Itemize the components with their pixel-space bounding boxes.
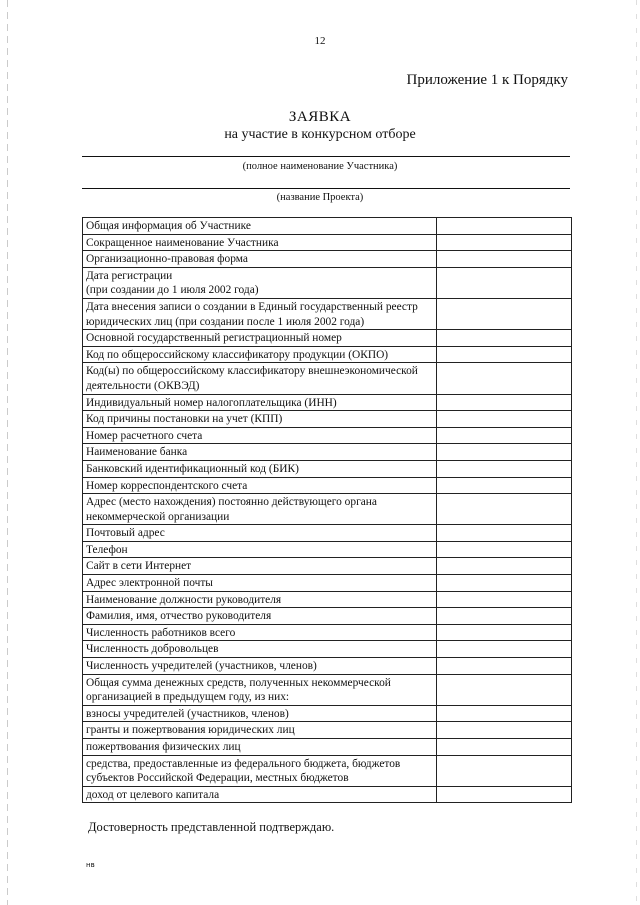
page-number: 12 <box>314 35 326 47</box>
row-label: Код причины постановки на учет (КПП) <box>83 411 437 428</box>
participant-info-table <box>82 217 572 803</box>
participant-name-line <box>82 156 570 157</box>
row-value-cell[interactable] <box>437 755 572 786</box>
row-value-cell[interactable] <box>437 558 572 575</box>
row-label: Фамилия, имя, отчество руководителя <box>83 608 437 625</box>
table-row <box>83 218 572 235</box>
row-value-cell[interactable] <box>437 363 572 394</box>
row-value-cell[interactable] <box>437 330 572 347</box>
table-row <box>83 608 572 625</box>
row-value-cell[interactable] <box>437 525 572 542</box>
row-value-cell[interactable] <box>437 722 572 739</box>
table-row <box>83 494 572 525</box>
row-value-cell[interactable] <box>437 624 572 641</box>
row-value-cell[interactable] <box>437 608 572 625</box>
row-label: Индивидуальный номер налогоплательщика (ИНН) <box>83 394 437 411</box>
table-row <box>83 641 572 658</box>
table-row <box>83 705 572 722</box>
footer-mark: нв <box>86 861 95 869</box>
table-row <box>83 427 572 444</box>
row-label: пожертвования физических лиц <box>83 739 437 756</box>
row-value-cell[interactable] <box>437 267 572 298</box>
document-title: ЗАЯВКА <box>288 109 352 125</box>
row-label: гранты и пожертвования юридических лиц <box>83 722 437 739</box>
table-row <box>83 444 572 461</box>
confirmation-statement: Достоверность представленной подтверждаю. <box>88 820 335 834</box>
document-subtitle: на участие в конкурсном отборе <box>224 127 416 142</box>
table-row <box>83 575 572 592</box>
participant-info-rows <box>83 218 572 803</box>
row-value-cell[interactable] <box>437 234 572 251</box>
table-row <box>83 624 572 641</box>
row-value-cell[interactable] <box>437 218 572 235</box>
row-label: средства, предоставленные из федерального бюджета, бюджетов субъектов Российской Федерации, местных бюджетов <box>83 755 437 786</box>
row-label: Сайт в сети Интернет <box>83 558 437 575</box>
row-value-cell[interactable] <box>437 427 572 444</box>
table-row <box>83 460 572 477</box>
row-value-cell[interactable] <box>437 541 572 558</box>
row-label: Наименование банка <box>83 444 437 461</box>
row-label: Код(ы) по общероссийскому классификатору внешнеэкономической деятельности (ОКВЭД) <box>83 363 437 394</box>
row-label: Телефон <box>83 541 437 558</box>
row-label: Адрес электронной почты <box>83 575 437 592</box>
row-label: Организационно-правовая форма <box>83 251 437 268</box>
appendix-reference: Приложение 1 к Порядку <box>406 72 568 88</box>
row-label: Основной государственный регистрационный номер <box>83 330 437 347</box>
row-label: Номер расчетного счета <box>83 427 437 444</box>
row-value-cell[interactable] <box>437 786 572 803</box>
row-value-cell[interactable] <box>437 641 572 658</box>
row-value-cell[interactable] <box>437 658 572 675</box>
project-name-line <box>82 188 570 189</box>
table-row <box>83 394 572 411</box>
row-label: Дата регистрации (при создании до 1 июля 2002 года) <box>83 267 437 298</box>
row-label: Код по общероссийскому классификатору продукции (ОКПО) <box>83 346 437 363</box>
row-value-cell[interactable] <box>437 460 572 477</box>
row-value-cell[interactable] <box>437 674 572 705</box>
table-row <box>83 477 572 494</box>
table-row <box>83 755 572 786</box>
table-row <box>83 525 572 542</box>
row-value-cell[interactable] <box>437 477 572 494</box>
row-label: Сокращенное наименование Участника <box>83 234 437 251</box>
table-row <box>83 411 572 428</box>
row-value-cell[interactable] <box>437 346 572 363</box>
table-row <box>83 330 572 347</box>
row-label: Численность добровольцев <box>83 641 437 658</box>
table-row <box>83 591 572 608</box>
row-label: Банковский идентификационный код (БИК) <box>83 460 437 477</box>
table-row <box>83 363 572 394</box>
table-row <box>83 267 572 298</box>
row-value-cell[interactable] <box>437 251 572 268</box>
row-value-cell[interactable] <box>437 298 572 329</box>
table-row <box>83 558 572 575</box>
row-label: доход от целевого капитала <box>83 786 437 803</box>
row-label: Численность работников всего <box>83 624 437 641</box>
row-value-cell[interactable] <box>437 394 572 411</box>
row-value-cell[interactable] <box>437 411 572 428</box>
row-label: Общая сумма денежных средств, полученных некоммерческой организацией в предыдущем году, из них: <box>83 674 437 705</box>
row-value-cell[interactable] <box>437 705 572 722</box>
table-row <box>83 658 572 675</box>
project-name-caption: (название Проекта) <box>276 192 364 203</box>
table-row <box>83 298 572 329</box>
row-label: Численность учредителей (участников, членов) <box>83 658 437 675</box>
row-label: Общая информация об Участнике <box>83 218 437 235</box>
table-row <box>83 722 572 739</box>
table-row <box>83 674 572 705</box>
row-label: Наименование должности руководителя <box>83 591 437 608</box>
row-value-cell[interactable] <box>437 494 572 525</box>
row-label: Дата внесения записи о создании в Единый государственный реестр юридических лиц (при создании после 1 июля 2002 года) <box>83 298 437 329</box>
row-label: Почтовый адрес <box>83 525 437 542</box>
row-label: Адрес (место нахождения) постоянно действующего органа некоммерческой организации <box>83 494 437 525</box>
table-row <box>83 346 572 363</box>
table-row <box>83 251 572 268</box>
row-label: взносы учредителей (участников, членов) <box>83 705 437 722</box>
table-row <box>83 541 572 558</box>
row-label: Номер корреспондентского счета <box>83 477 437 494</box>
row-value-cell[interactable] <box>437 575 572 592</box>
table-row <box>83 234 572 251</box>
table-row <box>83 739 572 756</box>
row-value-cell[interactable] <box>437 591 572 608</box>
participant-name-caption: (полное наименование Участника) <box>242 161 398 172</box>
row-value-cell[interactable] <box>437 444 572 461</box>
table-row <box>83 786 572 803</box>
row-value-cell[interactable] <box>437 739 572 756</box>
